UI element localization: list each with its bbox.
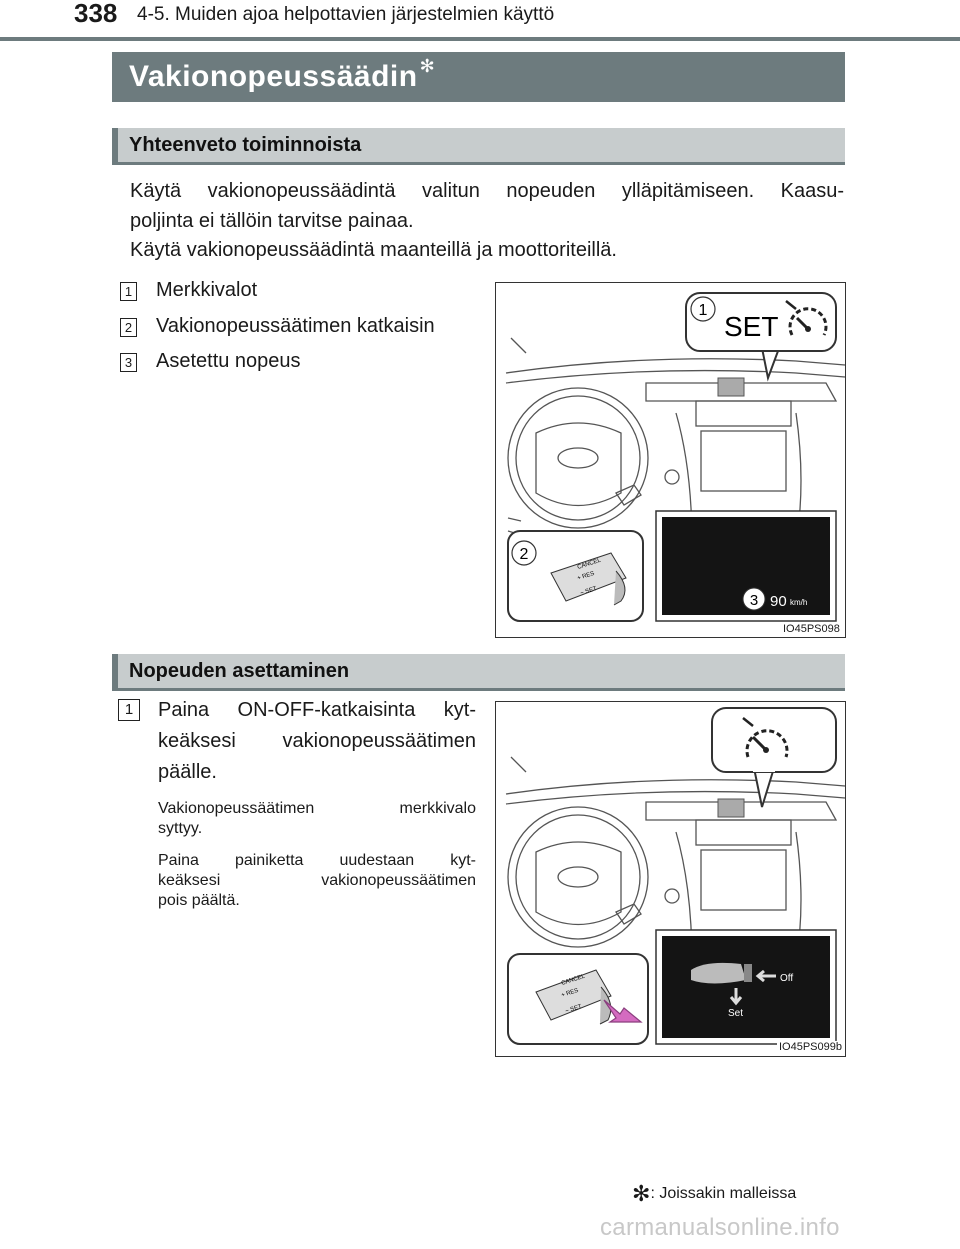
svg-text:+ RES: + RES [576,570,596,582]
step-text-line2: keäksesi vakionopeussäätimen [158,730,476,752]
watermark: carmanualsonline.info [600,1214,840,1241]
svg-text:CANCEL: CANCEL [576,557,602,571]
header-rule [0,37,960,41]
summary-paragraph-line1: Käytä vakionopeussäädintä valitun nopeuden ylläpitämiseen. Kaasu- [130,180,844,202]
callout-label: 1 [698,302,708,319]
svg-text:CANCEL: CANCEL [560,973,586,987]
set-indicator: SET [724,311,779,342]
asterisk-mark: ✻ [632,1181,651,1206]
indicator-callout [712,708,836,772]
note-off-line3: pois päältä. [158,892,240,909]
dashboard-illustration-2 [496,702,845,1056]
list-item: Vakionopeussäätimen katkaisin [156,315,435,337]
multi-info-display [662,936,830,1038]
figure-code: IO45PS099b [779,1041,842,1053]
figure-cruise-overview [495,282,846,638]
svg-text:− SET: − SET [564,1003,583,1015]
dashboard-illustration [496,283,845,637]
off-label: Off [780,973,794,984]
note-indicator-line2: syttyy. [158,820,203,837]
figure-code: IO45PS098 [783,623,840,635]
step-number: 1 [118,699,140,721]
page-number: 338 [74,0,118,28]
chapter-title: 4-5. Muiden ajoa helpottavien järjestelmien käyttö [137,4,555,25]
summary-paragraph-line2: poljinta ei tällöin tarvitse painaa. [130,210,414,232]
title-band [112,52,845,102]
footnote: ✻: Joissakin malleissa [632,1181,797,1206]
set-speed-value: 90 [770,593,787,610]
list-item: Merkkivalot [156,279,258,301]
svg-text:3: 3 [749,592,759,609]
asterisk-mark: ✻ [419,56,436,76]
set-speed-unit: km/h [790,598,808,607]
note-off-line2: keäksesi vakionopeussäätimen [158,872,476,889]
list-item: Asetettu nopeus [156,350,301,372]
step-text-line3: päälle. [158,761,217,783]
note-indicator-line1: Vakionopeussäätimen merkkivalo [158,800,476,817]
set-label: Set [728,1008,744,1019]
list-number: 2 [120,318,137,337]
svg-text:2: 2 [519,546,529,563]
note-off-line1: Paina painiketta uudestaan kyt- [158,852,476,869]
figure-cruise-on [495,701,846,1057]
svg-text:+ RES: + RES [560,987,580,999]
section-heading-setting: Nopeuden asettaminen [112,654,845,691]
step-text-line1: Paina ON-OFF-katkaisinta kyt- [158,699,476,721]
list-number: 1 [120,282,137,301]
list-number: 3 [120,353,137,372]
section-heading-summary: Yhteenveto toiminnoista [112,128,845,165]
usage-paragraph: Käytä vakionopeussäädintä maanteillä ja moottoriteillä. [130,239,617,261]
page-title: Vakionopeussäädin ✻ [129,56,436,93]
svg-text:− SET: − SET [579,585,598,597]
